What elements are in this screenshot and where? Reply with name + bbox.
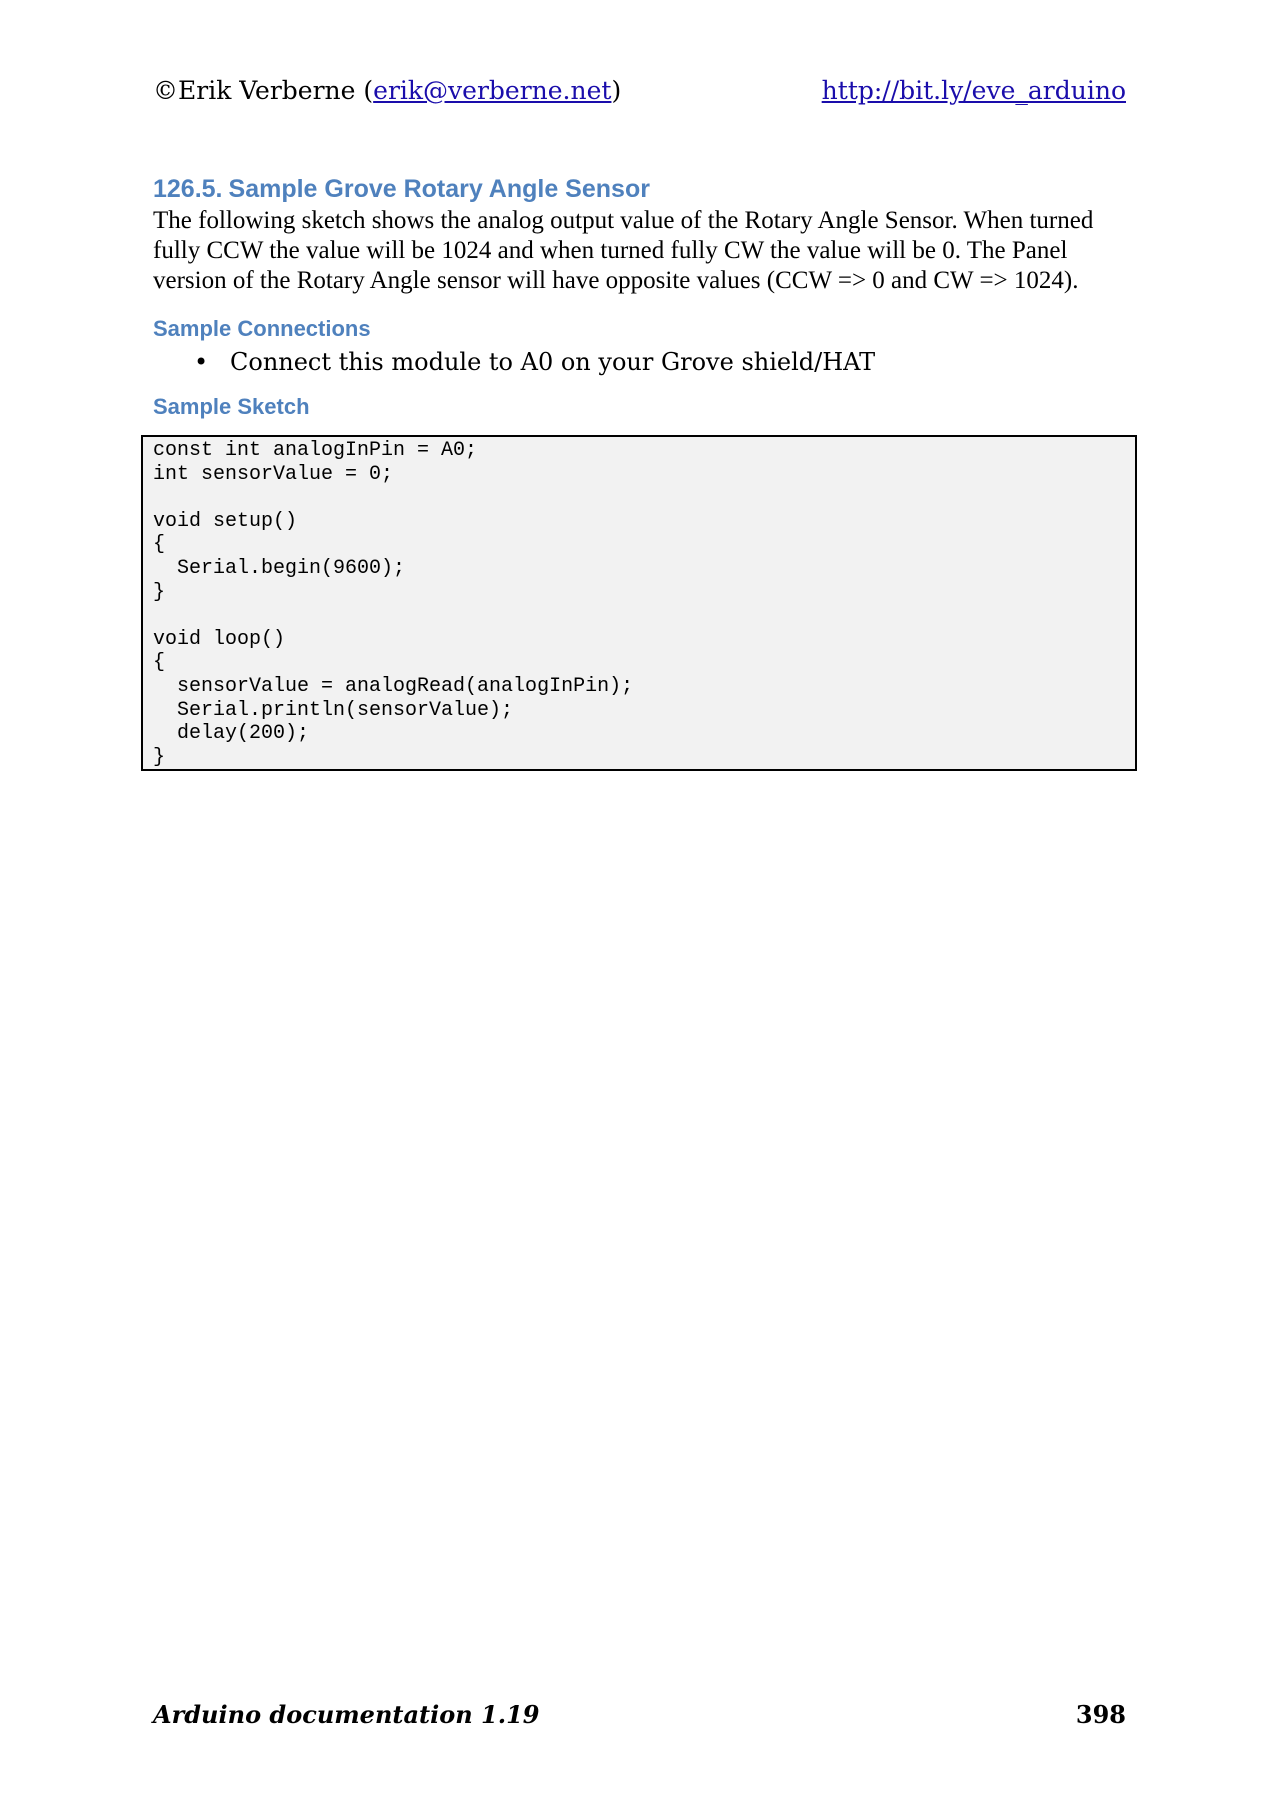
section-number: 126.5. (153, 175, 223, 203)
author-suffix: ) (611, 76, 622, 105)
code-line: { (153, 533, 166, 557)
code-line: const int analogInPin = A0; (153, 439, 478, 462)
sketch-heading: Sample Sketch (153, 394, 310, 419)
author-credit (153, 76, 621, 105)
document-title: Arduino documentation 1.19 (153, 1700, 540, 1729)
code-line: } (153, 745, 166, 769)
author-prefix: ©Erik Verberne ( (153, 76, 374, 105)
bullet-icon: • (194, 348, 209, 376)
code-line (153, 604, 1135, 628)
section-heading (153, 172, 1129, 206)
code-line: sensorValue = analogRead(analogInPin); (153, 674, 634, 698)
page-footer (153, 1700, 1126, 1734)
section-paragraph: The following sketch shows the analog output value of the Rotary Angle Sensor. When turned fully CCW the value will be 1024 and when turned fully CW the value will be 0. The Panel version of the Rotary Angle sensor will have opposite values (CCW => 0 and CW => 1024). (153, 207, 1094, 294)
code-block (141, 435, 1137, 771)
page-header (153, 76, 1126, 108)
code-line: Serial.begin(9600); (153, 556, 406, 580)
section-title: Sample Grove Rotary Angle Sensor (228, 175, 650, 203)
connections-list (153, 346, 1129, 378)
code-line: Serial.println(sensorValue); (153, 698, 514, 722)
email-link[interactable]: erik@verberne.net (373, 76, 612, 105)
main-content (153, 172, 1129, 424)
code-line: void loop() (153, 627, 286, 651)
list-item (194, 346, 1129, 378)
code-line: int sensorValue = 0; (153, 462, 394, 486)
code-line (153, 486, 1135, 510)
list-item-text: Connect this module to A0 on your Grove shield/HAT (230, 348, 876, 376)
connections-heading: Sample Connections (153, 316, 371, 341)
url-link[interactable]: http://bit.ly/eve_arduino (821, 76, 1126, 105)
page-number: 398 (1075, 1700, 1126, 1729)
code-line: delay(200); (153, 722, 310, 746)
code-line: { (153, 651, 166, 675)
code-line: } (153, 580, 166, 604)
code-line: void setup() (153, 509, 298, 533)
